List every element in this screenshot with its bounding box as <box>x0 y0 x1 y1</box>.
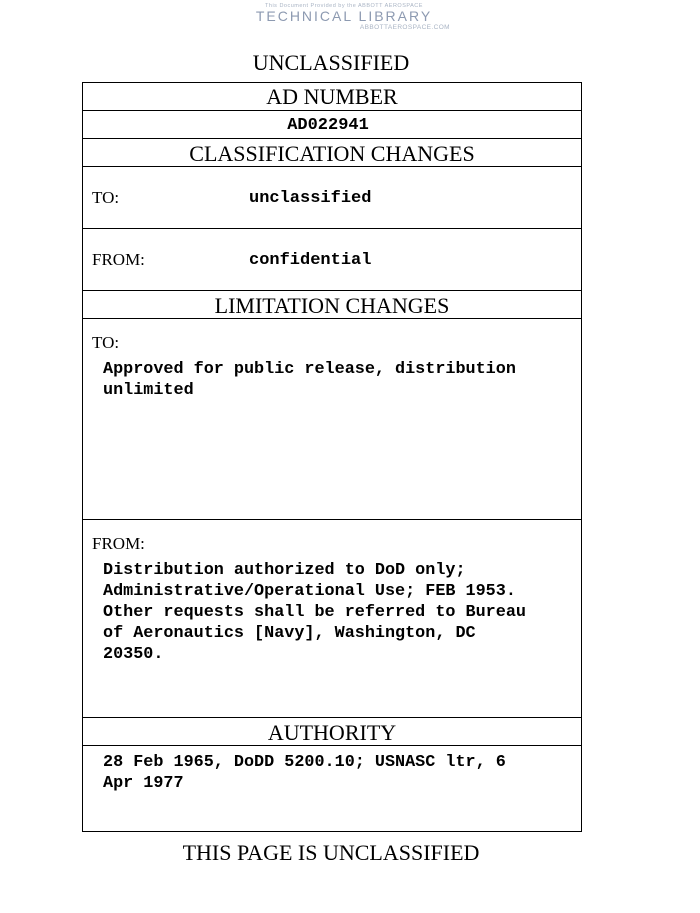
classification-changes-heading: CLASSIFICATION CHANGES <box>189 141 475 166</box>
classification-to-label: TO: <box>92 188 120 207</box>
limitation-to-label: TO: <box>92 333 120 352</box>
watermark <box>0 0 700 40</box>
classification-to-section <box>83 167 581 229</box>
watermark-site: ABBOTTAEROSPACE.COM <box>359 24 450 31</box>
watermark-title: TECHNICAL LIBRARY <box>255 8 433 24</box>
authority-heading: AUTHORITY <box>267 720 397 745</box>
header-classification-stamp: UNCLASSIFIED <box>252 50 410 75</box>
limitation-to-value: Approved for public release, distribution unlimited <box>103 360 516 400</box>
limitation-from-label: FROM: <box>92 534 145 553</box>
ad-number-value: AD022941 <box>287 116 369 135</box>
limitation-from-value: Distribution authorized to DoD only; Administrative/Operational Use; FEB 1953. Other requests shall be referred to Bureau of Aeronautics [Navy], Washington, DC 20350. <box>103 561 526 664</box>
classification-form <box>82 82 582 832</box>
authority-value: 28 Feb 1965, DoDD 5200.10; USNASC ltr, 6 Apr 1977 <box>103 753 506 793</box>
watermark-provided-by: This Document Provided by the ABBOTT AEROSPACE <box>265 3 423 9</box>
divider <box>83 110 581 111</box>
limitation-changes-heading: LIMITATION CHANGES <box>214 293 450 318</box>
divider <box>83 745 581 746</box>
classification-from-section <box>83 229 581 291</box>
limitation-from-section <box>83 520 581 717</box>
classification-from-value: confidential <box>249 251 372 270</box>
classification-from-label: FROM: <box>92 250 145 269</box>
footer-classification-stamp: THIS PAGE IS UNCLASSIFIED <box>182 840 480 865</box>
ad-number-heading: AD NUMBER <box>266 84 398 109</box>
classification-to-value: unclassified <box>249 189 372 208</box>
limitation-to-section <box>83 319 581 519</box>
